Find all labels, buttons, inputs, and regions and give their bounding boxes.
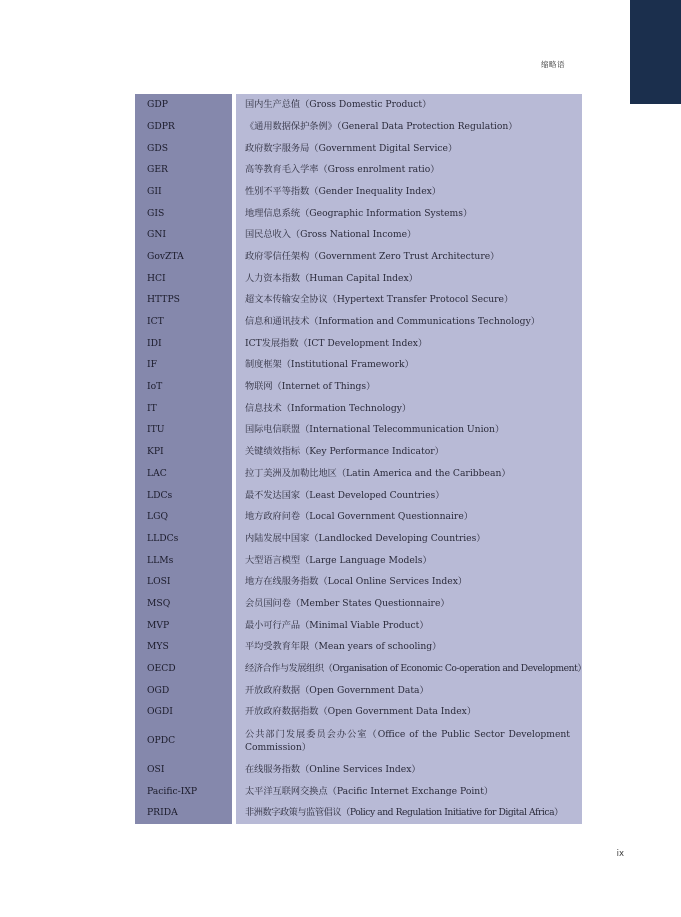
abbreviation-row <box>135 658 582 680</box>
abbreviation-definition: 非洲数字政策与监管倡议（Policy and Regulation Initiative for Digital Africa） <box>236 802 582 824</box>
abbreviation-term: GNI <box>135 224 232 246</box>
abbreviation-definition: 《通用数据保护条例》（General Data Protection Regulation） <box>236 116 582 138</box>
abbreviation-definition: 太平洋互联网交换点（Pacific Internet Exchange Point） <box>236 781 582 803</box>
abbreviation-definition: 内陆发展中国家（Landlocked Developing Countries） <box>236 528 582 550</box>
abbreviations-table-body <box>135 94 587 824</box>
abbreviation-definition: 政府数字服务局（Government Digital Service） <box>236 137 582 159</box>
abbreviation-term: OSI <box>135 759 232 781</box>
abbreviation-definition: 最不发达国家（Least Developed Countries） <box>236 484 582 506</box>
abbreviation-row <box>135 333 582 355</box>
abbreviation-definition: 高等教育毛入学率（Gross enrolment ratio） <box>236 159 582 181</box>
abbreviation-row <box>135 289 582 311</box>
abbreviation-definition: 信息和通讯技术（Information and Communications Technology） <box>236 311 582 333</box>
abbreviation-definition: 大型语言模型（Large Language Models） <box>236 549 582 571</box>
abbreviation-definition: 开放政府数据指数（Open Government Data Index） <box>236 701 582 723</box>
abbreviation-row <box>135 680 582 702</box>
page-number: ix <box>616 849 624 859</box>
abbreviation-row <box>135 354 582 376</box>
abbreviation-row <box>135 636 582 658</box>
abbreviation-row <box>135 376 582 398</box>
abbreviation-row <box>135 181 582 203</box>
abbreviation-term: IoT <box>135 376 232 398</box>
abbreviation-term: HCI <box>135 268 232 290</box>
abbreviation-definition: 公共部门发展委员会办公室（Office of the Public Sector Development Commission） <box>236 723 582 759</box>
abbreviation-definition: 会员国问卷（Member States Questionnaire） <box>236 593 582 615</box>
abbreviation-term: GDS <box>135 137 232 159</box>
abbreviation-row <box>135 506 582 528</box>
abbreviation-row <box>135 268 582 290</box>
abbreviation-term: LDCs <box>135 484 232 506</box>
abbreviation-row <box>135 224 582 246</box>
abbreviation-term: IDI <box>135 333 232 355</box>
abbreviation-term: OGD <box>135 680 232 702</box>
abbreviation-definition: 政府零信任架构（Government Zero Trust Architecture） <box>236 246 582 268</box>
abbreviation-term: HTTPS <box>135 289 232 311</box>
abbreviation-definition: 超文本传输安全协议（Hypertext Transfer Protocol Secure） <box>236 289 582 311</box>
abbreviation-row <box>135 441 582 463</box>
abbreviation-row <box>135 116 582 138</box>
abbreviation-term: ITU <box>135 419 232 441</box>
abbreviation-definition: 拉丁美洲及加勒比地区（Latin America and the Caribbean） <box>236 463 582 485</box>
abbreviation-term: LOSI <box>135 571 232 593</box>
abbreviation-term: GIS <box>135 202 232 224</box>
abbreviation-row <box>135 802 582 824</box>
abbreviation-definition: 经济合作与发展组织（Organisation of Economic Co-operation and Development） <box>236 658 582 680</box>
abbreviation-term: GII <box>135 181 232 203</box>
abbreviation-row <box>135 484 582 506</box>
abbreviation-term: KPI <box>135 441 232 463</box>
abbreviation-definition: 物联网（Internet of Things） <box>236 376 582 398</box>
abbreviation-definition: 开放政府数据（Open Government Data） <box>236 680 582 702</box>
abbreviation-term: Pacific-IXP <box>135 781 232 803</box>
abbreviation-term: IT <box>135 398 232 420</box>
page-header-title: 缩略语 <box>541 60 565 69</box>
abbreviation-row <box>135 311 582 333</box>
abbreviation-definition: 地方政府问卷（Local Government Questionnaire） <box>236 506 582 528</box>
abbreviation-term: LLDCs <box>135 528 232 550</box>
abbreviation-row <box>135 781 582 803</box>
abbreviation-term: MSQ <box>135 593 232 615</box>
abbreviation-term: GDPR <box>135 116 232 138</box>
abbreviation-definition: 平均受教育年限（Mean years of schooling） <box>236 636 582 658</box>
abbreviation-term: LLMs <box>135 549 232 571</box>
abbreviation-definition: 国际电信联盟（International Telecommunication Union） <box>236 419 582 441</box>
abbreviation-row <box>135 419 582 441</box>
abbreviation-definition: 最小可行产品（Minimal Viable Product） <box>236 615 582 637</box>
abbreviation-definition: 性别不平等指数（Gender Inequality Index） <box>236 181 582 203</box>
abbreviation-row <box>135 571 582 593</box>
abbreviation-row <box>135 94 582 116</box>
abbreviation-row <box>135 159 582 181</box>
abbreviation-term: IF <box>135 354 232 376</box>
abbreviation-definition: 关键绩效指标（Key Performance Indicator） <box>236 441 582 463</box>
abbreviation-term: GDP <box>135 94 232 116</box>
abbreviation-definition: 地方在线服务指数（Local Online Services Index） <box>236 571 582 593</box>
abbreviation-definition: 人力资本指数（Human Capital Index） <box>236 268 582 290</box>
abbreviation-term: MYS <box>135 636 232 658</box>
abbreviation-row <box>135 398 582 420</box>
abbreviation-term: PRIDA <box>135 802 232 824</box>
abbreviation-definition: 信息技术（Information Technology） <box>236 398 582 420</box>
abbreviation-row <box>135 202 582 224</box>
abbreviation-row <box>135 615 582 637</box>
abbreviation-row <box>135 723 582 759</box>
abbreviation-term: MVP <box>135 615 232 637</box>
abbreviation-term: OPDC <box>135 723 232 759</box>
abbreviation-term: OECD <box>135 658 232 680</box>
abbreviation-term: GovZTA <box>135 246 232 268</box>
abbreviation-row <box>135 549 582 571</box>
abbreviation-definition: ICT发展指数（ICT Development Index） <box>236 333 582 355</box>
abbreviation-definition: 国内生产总值（Gross Domestic Product） <box>236 94 582 116</box>
abbreviation-row <box>135 463 582 485</box>
abbreviation-row <box>135 246 582 268</box>
corner-color-block <box>630 0 681 104</box>
abbreviation-definition: 国民总收入（Gross National Income） <box>236 224 582 246</box>
abbreviation-term: ICT <box>135 311 232 333</box>
abbreviation-definition: 地理信息系统（Geographic Information Systems） <box>236 202 582 224</box>
abbreviation-row <box>135 528 582 550</box>
abbreviation-row <box>135 759 582 781</box>
abbreviation-term: LAC <box>135 463 232 485</box>
abbreviation-row <box>135 593 582 615</box>
abbreviation-term: OGDI <box>135 701 232 723</box>
abbreviation-row <box>135 701 582 723</box>
abbreviation-definition: 制度框架（Institutional Framework） <box>236 354 582 376</box>
abbreviation-term: GER <box>135 159 232 181</box>
abbreviation-term: LGQ <box>135 506 232 528</box>
abbreviation-row <box>135 137 582 159</box>
abbreviations-table <box>135 94 587 824</box>
abbreviation-definition: 在线服务指数（Online Services Index） <box>236 759 582 781</box>
